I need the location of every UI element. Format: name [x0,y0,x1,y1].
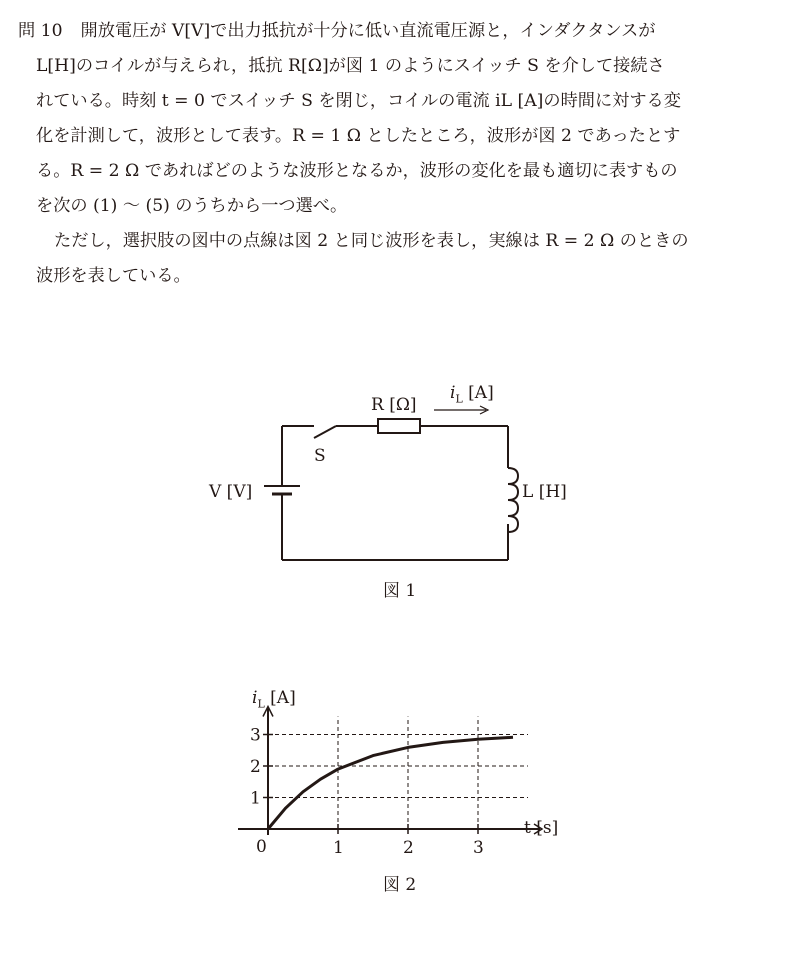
figure1-caption: 図 1 [383,581,417,601]
x-tick-label: 1 [333,838,344,858]
question-line: れている。時刻 t = 0 でスイッチ S を閉じ，コイルの電流 iL [A]の時間に対する変 [36,91,681,111]
switch-label: S [314,446,326,466]
y-tick-label: 3 [250,725,261,746]
origin-label: 0 [256,837,267,857]
inductor-label: L [H] [522,482,567,502]
figure2-caption: 図 2 [383,875,417,895]
current-label: $i_L$ [A] [450,383,494,406]
x-tick-label: 2 [403,838,414,858]
question-line: ただし，選択肢の図中の点線は図 2 と同じ波形を表し，実線は R = 2 Ω のときの [54,231,689,251]
x-axis-label: t [s] [524,818,559,838]
voltage-label: V [V] [209,482,253,502]
question-line: 問 10 開放電圧が V[V]で出力抵抗が十分に低い直流電圧源と，インダクタンスが [18,21,656,41]
resistor-label: R [Ω] [371,395,417,415]
question-line: る。R = 2 Ω であればどのような波形となるか，波形の変化を最も適切に表すもの [36,161,678,181]
question-line: 波形を表している。 [36,266,191,286]
question-line: L[H]のコイルが与えられ，抵抗 R[Ω]が図 1 のようにスイッチ S を介して接続さ [36,56,665,76]
question-line: 化を計測して，波形として表す。R = 1 Ω としたところ，波形が図 2 であったとす [36,126,681,146]
question-line: を次の (1) 〜 (5) のうちから一つ選べ。 [36,196,348,216]
y-axis-label: $i_L$ [A] [252,688,296,711]
y-tick-label: 1 [250,788,261,809]
y-tick-label: 2 [250,757,261,777]
x-tick-label: 3 [473,838,484,858]
question-number: 問 10 [18,21,63,41]
